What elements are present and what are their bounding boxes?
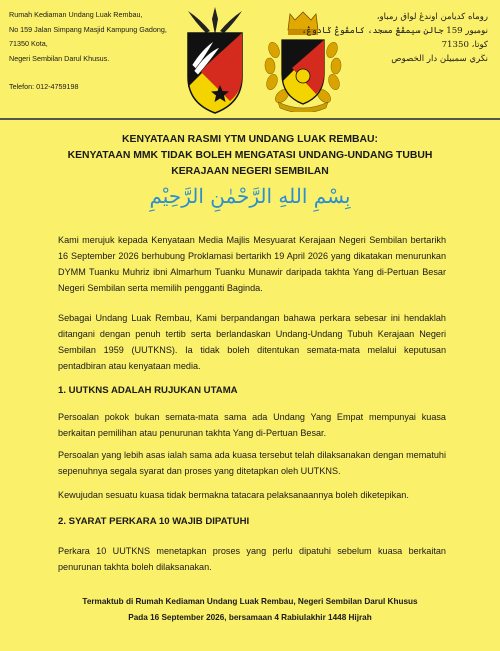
signature-block — [0, 594, 500, 626]
statement-title — [0, 132, 500, 180]
address-line: 71350 Kota, — [9, 39, 48, 48]
paragraph: Kami merujuk kepada Kenyataan Media Majlis Mesyuarat Kerajaan Negeri Sembilan bertarikh 16 September 2026 berhubung Proklamasi bertarikh 19 April 2026 yang dikatakan menurunkan DYMM Tuanku Muhriz ibni Almarhum Tuanku Munawir daripada takhta Yang di-Pertuan Besar Negeri Sembilan serta memilih pengganti Baginda. — [58, 235, 446, 293]
paragraph: Persoalan yang lebih asas ialah sama ada kuasa tersebut telah dilaksanakan dengan mematuhi sepenuhnya segala syarat dan proses yang ditetapkan oleh UUTKNS. — [58, 450, 446, 476]
title-line: KERAJAAN NEGERI SEMBILAN — [171, 166, 329, 177]
address-line: Rumah Kediaman Undang Luak Rembau, — [9, 10, 143, 19]
address-line: Negeri Sembilan Darul Khusus. — [9, 53, 110, 63]
sender-address — [9, 8, 167, 95]
section-heading: 1. UUTKNS ADALAH RUJUKAN UTAMA — [58, 385, 238, 396]
address-line: نڬري سمبيلن دار الخصوص — [391, 54, 488, 64]
header-divider — [0, 118, 500, 120]
bismillah-calligraphy: بِسْمِ اللهِ الرَّحْمٰنِ الرَّحِيْمِ — [149, 184, 351, 208]
address-line: روماه كديامن اوندڠ لواق رمباو، — [376, 12, 488, 22]
address-line: نومبور 159 جالن سيمڤڠ مسجد، كامڤوڠ ݢادوڠ، — [301, 26, 488, 36]
phone-number: Telefon: 012-4759198 — [9, 82, 79, 91]
luak-rembau-emblem — [180, 5, 250, 115]
footer-line: Termaktub di Rumah Kediaman Undang Luak Rembau, Negeri Sembilan Darul Khusus — [82, 597, 418, 606]
paragraph: Sebagai Undang Luak Rembau, Kami berpandangan bahawa perkara sebesar ini hendaklah ditangani dengan penuh tertib serta berlandaskan Undang-Undang Tubuh Kerajaan Negeri Sembilan 1959 (UUTKNS). Ia tidak boleh ditentukan semata-mata melalui keputusan pentadbiran atau kenyataan media. — [58, 313, 446, 371]
title-line: KENYATAAN MMK TIDAK BOLEH MENGATASI UNDANG-UNDANG TUBUH — [67, 150, 433, 161]
title-line: KENYATAAN RASMI YTM UNDANG LUAK REMBAU: — [122, 134, 378, 145]
address-line: No 159 Jalan Simpang Masjid Kampung Gadong, — [9, 24, 167, 34]
section-heading: 2. SYARAT PERKARA 10 WAJIB DIPATUHI — [58, 516, 250, 527]
paragraph: Perkara 10 UUTKNS menetapkan proses yang perlu dipatuhi sebelum kuasa berkaitan penurunan takhta boleh dilaksanakan. — [58, 546, 446, 572]
sender-address-jawi — [302, 10, 488, 66]
address-line: كوتا، 71350 — [441, 40, 488, 50]
footer-line: Pada 16 September 2026, bersamaan 4 Rabiulakhir 1448 Hijrah — [128, 613, 372, 622]
paragraph: Kewujudan sesuatu kuasa tidak bermakna tatacara pelaksanaannya boleh diketepikan. — [58, 490, 409, 500]
paragraph: Persoalan pokok bukan semata-mata sama ada Undang Yang Empat mempunyai kuasa berkaitan pemilihan atau penurunan takhta Yang di-Pertuan Besar. — [58, 412, 446, 438]
